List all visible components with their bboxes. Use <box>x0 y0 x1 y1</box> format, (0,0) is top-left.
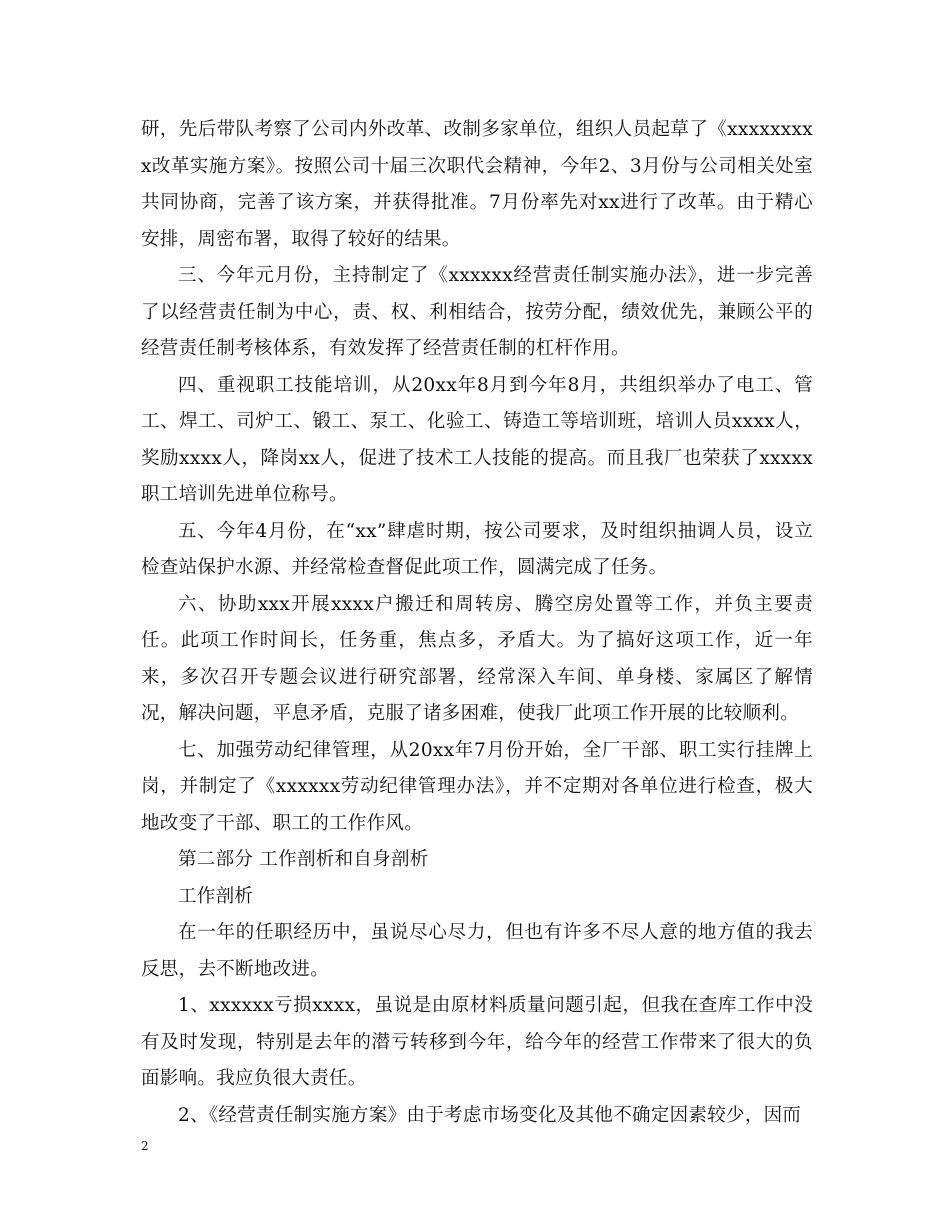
paragraph-item-3: 三、今年元月份，主持制定了《xxxxxx经营责任制实施办法》，进一步完善了以经营责任制为中心，责、权、利相结合，按劳分配，绩效优先，兼顾公平的经营责任制考核体系，有效发挥了经营责任制的杠杆作用。 <box>141 265 813 359</box>
paragraph-item-5: 五、今年4月份，在“xx”肆虐时期，按公司要求，及时组织抽调人员，设立检查站保护水源、并经常检查督促此项工作，圆满完成了任务。 <box>141 520 813 578</box>
page-number: 2 <box>141 1139 149 1153</box>
subsection-heading: 工作剖析 <box>178 885 254 907</box>
paragraph-item-7: 七、加强劳动纪律管理，从20xx年7月份开始，全厂干部、职工实行挂牌上岗，并制定了《xxxxxx劳动纪律管理办法》，并不定期对各单位进行检查，极大地改变了干部、职工的工作作风。 <box>141 739 813 834</box>
paragraph-analysis-1: 1、xxxxxx亏损xxxx，虽说是由原材料质量问题引起，但我在查库工作中没有及时发现，特别是去年的潜亏转移到今年，给今年的经营工作带来了很大的负面影响。我应负很大责任。 <box>141 995 813 1089</box>
paragraph-intro: 在一年的任职经历中，虽说尽心尽力，但也有许多不尽人意的地方值的我去反思，去不断地改进。 <box>141 922 813 980</box>
section-heading: 第二部分 工作剖析和自身剖析 <box>178 849 429 870</box>
paragraph-analysis-2: 2、《经营责任制实施方案》由于考虑市场变化及其他不确定因素较少，因而 <box>178 1104 802 1126</box>
document-body <box>141 112 813 1134</box>
paragraph-item-6: 六、协助xxx开展xxxx户搬迁和周转房、腾空房处置等工作，并负主要责任。此项工作时间长，任务重，焦点多，矛盾大。为了搞好这项工作，近一年来，多次召开专题会议进行研究部署，经常深入车间、单身楼、家属区了解情况，解决问题，平息矛盾，克服了诸多困难，使我厂此项工作开展的比较顺利。 <box>141 593 813 724</box>
paragraph-item-4: 四、重视职工技能培训，从20xx年8月到今年8月，共组织举办了电工、管工、焊工、司炉工、锻工、泵工、化验工、铸造工等培训班，培训人员xxxx人，奖励xxxx人，降岗xx人，促进了技术工人技能的提高。而且我厂也荣获了xxxxx职工培训先进单位称号。 <box>141 374 813 505</box>
paragraph-continuation: 研，先后带队考察了公司内外改革、改制多家单位，组织人员起草了《xxxxxxxxx改革实施方案》。按照公司十届三次职代会精神，今年2、3月份与公司相关处室共同协商，完善了该方案，并获得批准。7月份率先对xx进行了改革。由于精心安排，周密布署，取得了较好的结果。 <box>141 119 813 250</box>
